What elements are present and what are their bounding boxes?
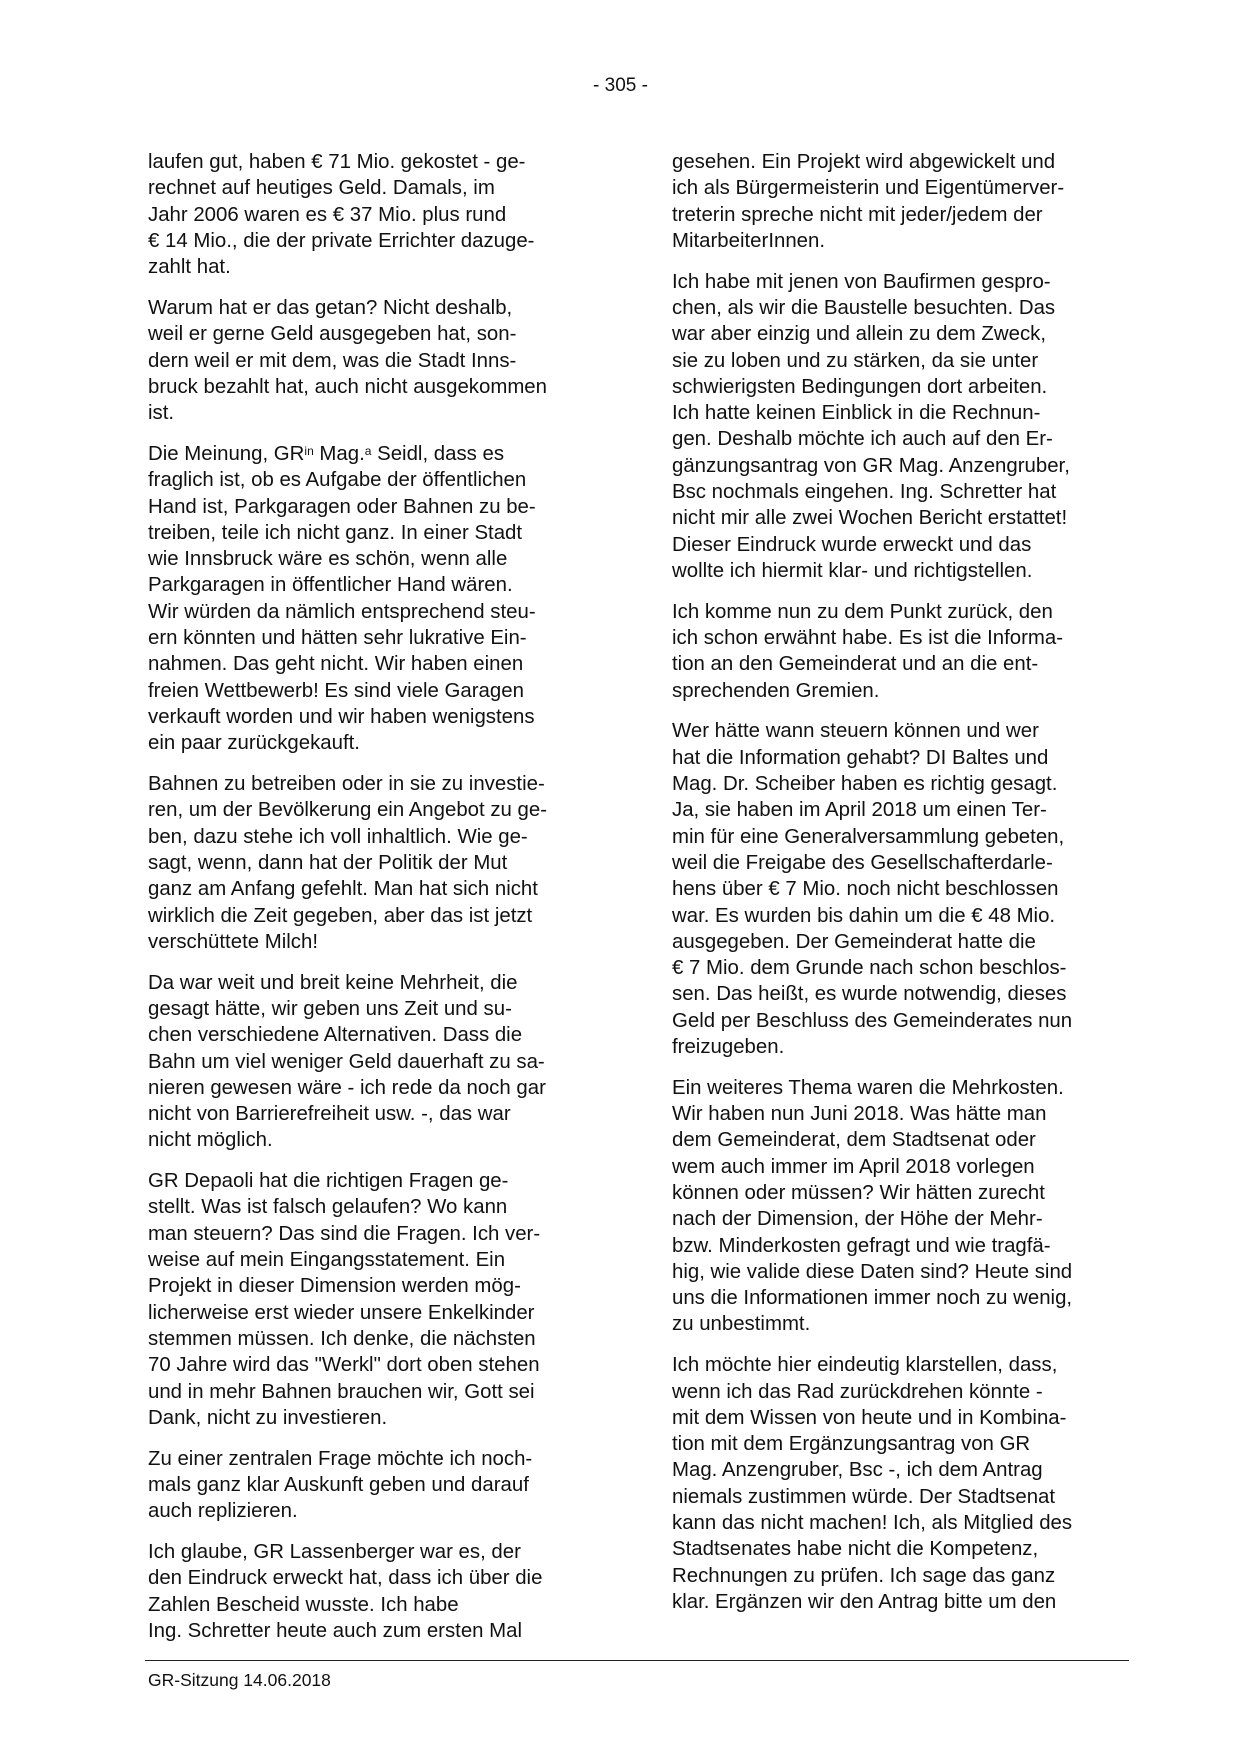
text-line: Ja, sie haben im April 2018 um einen Ter- bbox=[672, 799, 1047, 822]
text-line: mals ganz klar Auskunft geben und darauf bbox=[148, 1473, 529, 1496]
text-line: wirklich die Zeit gegeben, aber das ist jetzt bbox=[148, 904, 533, 927]
text-line: stellt. Was ist falsch gelaufen? Wo kann bbox=[148, 1196, 508, 1219]
text-line: man steuern? Das sind die Fragen. Ich ver- bbox=[148, 1222, 541, 1245]
text-line: gänzungsantrag von GR Mag. Anzengruber, bbox=[672, 454, 1070, 477]
text-line: ren, um der Bevölkerung ein Angebot zu ge- bbox=[148, 799, 548, 822]
text-line: MitarbeiterInnen. bbox=[672, 229, 826, 252]
text-line: chen, als wir die Baustelle besuchten. Das bbox=[672, 296, 1056, 319]
paragraph bbox=[672, 599, 1124, 704]
text-line: Wer hätte wann steuern können und wer bbox=[672, 720, 1039, 743]
text-line: niemals zustimmen würde. Der Stadtsenat bbox=[672, 1485, 1056, 1508]
text-line: klar. Ergänzen wir den Antrag bitte um den bbox=[672, 1590, 1057, 1613]
text-line: Wir haben nun Juni 2018. Was hätte man bbox=[672, 1103, 1047, 1126]
text-line: treterin spreche nicht mit jeder/jedem der bbox=[672, 203, 1043, 226]
text-line: licherweise erst wieder unsere Enkelkinder bbox=[148, 1301, 535, 1324]
text-line: hig, wie valide diese Daten sind? Heute sind bbox=[672, 1260, 1073, 1283]
text-line: hat die Information gehabt? DI Baltes und bbox=[672, 746, 1049, 769]
superscript: in bbox=[304, 443, 314, 458]
text-line: mit dem Wissen von heute und in Kombina- bbox=[672, 1406, 1067, 1429]
text-line: dem Gemeinderat, dem Stadtsenat oder bbox=[672, 1129, 1036, 1152]
text-fragment: Seidl, dass es bbox=[371, 442, 505, 465]
text-line: gesehen. Ein Projekt wird abgewickelt und bbox=[672, 151, 1056, 173]
text-line: nahmen. Das geht nicht. Wir haben einen bbox=[148, 653, 524, 676]
text-line: verkauft worden und wir haben wenigstens bbox=[148, 705, 535, 728]
text-line: 70 Jahre wird das "Werkl" dort oben stehen bbox=[148, 1354, 540, 1377]
text-line: auch replizieren. bbox=[148, 1500, 298, 1523]
paragraph bbox=[148, 970, 600, 1154]
text-line: zu unbestimmt. bbox=[672, 1313, 811, 1336]
text-line: chen verschiedene Alternativen. Dass die bbox=[148, 1024, 523, 1047]
text-line: Zahlen Bescheid wusste. Ich habe bbox=[148, 1593, 459, 1616]
paragraph bbox=[148, 295, 600, 426]
text-line bbox=[148, 441, 600, 467]
text-line: ist. bbox=[148, 402, 175, 425]
text-line: Dieser Eindruck wurde erweckt und das bbox=[672, 533, 1032, 556]
text-line: treiben, teile ich nicht ganz. In einer Stadt bbox=[148, 521, 523, 544]
text-line: ich als Bürgermeisterin und Eigentümerver- bbox=[672, 177, 1065, 200]
text-line: den Eindruck erweckt hat, dass ich über die bbox=[148, 1567, 543, 1590]
text-line: Mag. Anzengruber, Bsc -, ich dem Antrag bbox=[672, 1459, 1043, 1482]
paragraph bbox=[148, 771, 600, 955]
text-line: war aber einzig und allein zu dem Zweck, bbox=[672, 323, 1047, 346]
text-line: Bsc nochmals eingehen. Ing. Schretter hat bbox=[672, 481, 1057, 504]
page-number: - 305 - bbox=[593, 75, 648, 96]
right-column bbox=[672, 149, 1124, 1630]
text-line: wollte ich hiermit klar- und richtigstellen. bbox=[672, 559, 1033, 582]
text-fragment: Die Meinung, GR bbox=[148, 442, 305, 465]
text-line: Ich glaube, GR Lassenberger war es, der bbox=[148, 1541, 521, 1564]
text-line: ben, dazu stehe ich voll inhaltlich. Wie ge- bbox=[148, 825, 528, 848]
footer-divider bbox=[145, 1660, 1129, 1661]
text-line: Hand ist, Parkgaragen oder Bahnen zu be- bbox=[148, 495, 536, 518]
text-line: zahlt hat. bbox=[148, 256, 231, 279]
text-line: Dank, nicht zu investieren. bbox=[148, 1406, 388, 1429]
text-line: gesagt hätte, wir geben uns Zeit und su- bbox=[148, 997, 512, 1020]
text-line: wenn ich das Rad zurückdrehen könnte - bbox=[672, 1380, 1043, 1403]
paragraph bbox=[148, 149, 600, 280]
text-line: weil er gerne Geld ausgegeben hat, son- bbox=[148, 323, 517, 346]
text-line: Ing. Schretter heute auch zum ersten Mal bbox=[148, 1619, 523, 1642]
text-line: stemmen müssen. Ich denke, die nächsten bbox=[148, 1327, 536, 1350]
text-line: schwierigsten Bedingungen dort arbeiten. bbox=[672, 375, 1048, 398]
text-line: freien Wettbewerb! Es sind viele Garagen bbox=[148, 679, 524, 702]
paragraph bbox=[672, 149, 1124, 254]
text-line: und in mehr Bahnen brauchen wir, Gott sei bbox=[148, 1380, 535, 1403]
text-line: nicht mir alle zwei Wochen Bericht erstattet! bbox=[672, 507, 1068, 530]
text-line: wie Innsbruck wäre es schön, wenn alle bbox=[148, 548, 508, 571]
text-line: € 14 Mio., die der private Errichter dazuge- bbox=[148, 229, 535, 252]
text-line: Projekt in dieser Dimension werden mög- bbox=[148, 1275, 521, 1298]
text-line: sprechenden Gremien. bbox=[672, 679, 880, 702]
text-line: ein paar zurückgekauft. bbox=[148, 732, 360, 755]
text-line: dern weil er mit dem, was die Stadt Inns- bbox=[148, 349, 517, 372]
text-line: nicht von Barrierefreiheit usw. -, das war bbox=[148, 1103, 511, 1126]
text-line: Wir würden da nämlich entsprechend steu- bbox=[148, 600, 536, 623]
text-line: min für eine Generalversammlung gebeten, bbox=[672, 825, 1065, 848]
paragraph bbox=[148, 1539, 600, 1644]
text-line: ich schon erwähnt habe. Es ist die Informa- bbox=[672, 627, 1064, 650]
text-line: nicht möglich. bbox=[148, 1129, 273, 1152]
text-line: verschüttete Milch! bbox=[148, 930, 318, 953]
text-line: Stadtsenates habe nicht die Kompetenz, bbox=[672, 1538, 1039, 1561]
text-line: Ich hatte keinen Einblick in die Rechnun- bbox=[672, 402, 1041, 425]
text-line: laufen gut, haben € 71 Mio. gekostet - ge- bbox=[148, 151, 526, 173]
text-line: wem auch immer im April 2018 vorlegen bbox=[672, 1155, 1035, 1178]
text-line: € 7 Mio. dem Grunde nach schon beschlos- bbox=[672, 957, 1067, 980]
text-line: sen. Das heißt, es wurde notwendig, dieses bbox=[672, 983, 1067, 1006]
text-line: Jahr 2006 waren es € 37 Mio. plus rund bbox=[148, 203, 507, 226]
text-line: Warum hat er das getan? Nicht deshalb, bbox=[148, 296, 513, 319]
text-line: tion mit dem Ergänzungsantrag von GR bbox=[672, 1433, 1031, 1456]
text-line: Geld per Beschluss des Gemeinderates nun bbox=[672, 1009, 1073, 1032]
superscript: a bbox=[364, 443, 372, 458]
text-line: uns die Informationen immer noch zu wenig, bbox=[672, 1287, 1073, 1310]
text-line: freizugeben. bbox=[672, 1036, 785, 1058]
paragraph bbox=[672, 269, 1124, 585]
text-line: Rechnungen zu prüfen. Ich sage das ganz bbox=[672, 1564, 1056, 1587]
text-line: gen. Deshalb möchte ich auch auf den Er- bbox=[672, 428, 1053, 451]
left-column bbox=[148, 149, 600, 1659]
text-line: weil die Freigabe des Gesellschafterdarle- bbox=[672, 851, 1053, 874]
text-line: ausgegeben. Der Gemeinderat hatte die bbox=[672, 930, 1036, 953]
paragraph bbox=[672, 1075, 1124, 1338]
text-line: können oder müssen? Wir hätten zurecht bbox=[672, 1181, 1045, 1204]
text-line: Ich habe mit jenen von Baufirmen gespro- bbox=[672, 270, 1051, 293]
paragraph bbox=[148, 1446, 600, 1525]
text-line: weise auf mein Eingangsstatement. Ein bbox=[148, 1249, 506, 1272]
text-line: GR Depaoli hat die richtigen Fragen ge- bbox=[148, 1170, 509, 1193]
text-line: rechnet auf heutiges Geld. Damals, im bbox=[148, 177, 495, 200]
paragraph bbox=[148, 1168, 600, 1431]
text-line: Ein weiteres Thema waren die Mehrkosten. bbox=[672, 1076, 1064, 1099]
text-line: nieren gewesen wäre - ich rede da noch gar bbox=[148, 1076, 546, 1099]
text-line: Zu einer zentralen Frage möchte ich noch- bbox=[148, 1447, 533, 1470]
text-line: Bahn um viel weniger Geld dauerhaft zu sa- bbox=[148, 1050, 545, 1073]
text-line: sagt, wenn, dann hat der Politik der Mut bbox=[148, 851, 508, 874]
text-line: ganz am Anfang gefehlt. Man hat sich nicht bbox=[148, 878, 538, 901]
text-line: tion an den Gemeinderat und an die ent- bbox=[672, 653, 1039, 676]
footer-session-date: GR-Sitzung 14.06.2018 bbox=[148, 1670, 331, 1690]
text-line: Bahnen zu betreiben oder in sie zu investie- bbox=[148, 773, 545, 796]
text-line: war. Es wurden bis dahin um die € 48 Mio. bbox=[672, 904, 1056, 927]
text-line: bruck bezahlt hat, auch nicht ausgekommen bbox=[148, 375, 547, 398]
text-line: Parkgaragen in öffentlicher Hand wären. bbox=[148, 574, 513, 597]
paragraph bbox=[672, 1352, 1124, 1615]
text-line: nach der Dimension, der Höhe der Mehr- bbox=[672, 1208, 1043, 1231]
text-line: ern könnten und hätten sehr lukrative Ein- bbox=[148, 627, 527, 650]
text-line: bzw. Minderkosten gefragt und wie tragfä- bbox=[672, 1234, 1051, 1257]
text-line: Da war weit und breit keine Mehrheit, die bbox=[148, 971, 518, 994]
text-line: sie zu loben und zu stärken, da sie unter bbox=[672, 349, 1039, 372]
text-line: kann das nicht machen! Ich, als Mitglied des bbox=[672, 1512, 1073, 1535]
paragraph bbox=[148, 441, 600, 757]
text-line: Ich möchte hier eindeutig klarstellen, dass, bbox=[672, 1354, 1058, 1377]
text-fragment: Mag. bbox=[313, 442, 365, 465]
text-line: Ich komme nun zu dem Punkt zurück, den bbox=[672, 600, 1053, 623]
text-line: fraglich ist, ob es Aufgabe der öffentlichen bbox=[148, 469, 527, 492]
text-line: Mag. Dr. Scheiber haben es richtig gesagt. bbox=[672, 773, 1058, 796]
paragraph bbox=[672, 718, 1124, 1060]
text-line: hens über € 7 Mio. noch nicht beschlossen bbox=[672, 878, 1059, 901]
